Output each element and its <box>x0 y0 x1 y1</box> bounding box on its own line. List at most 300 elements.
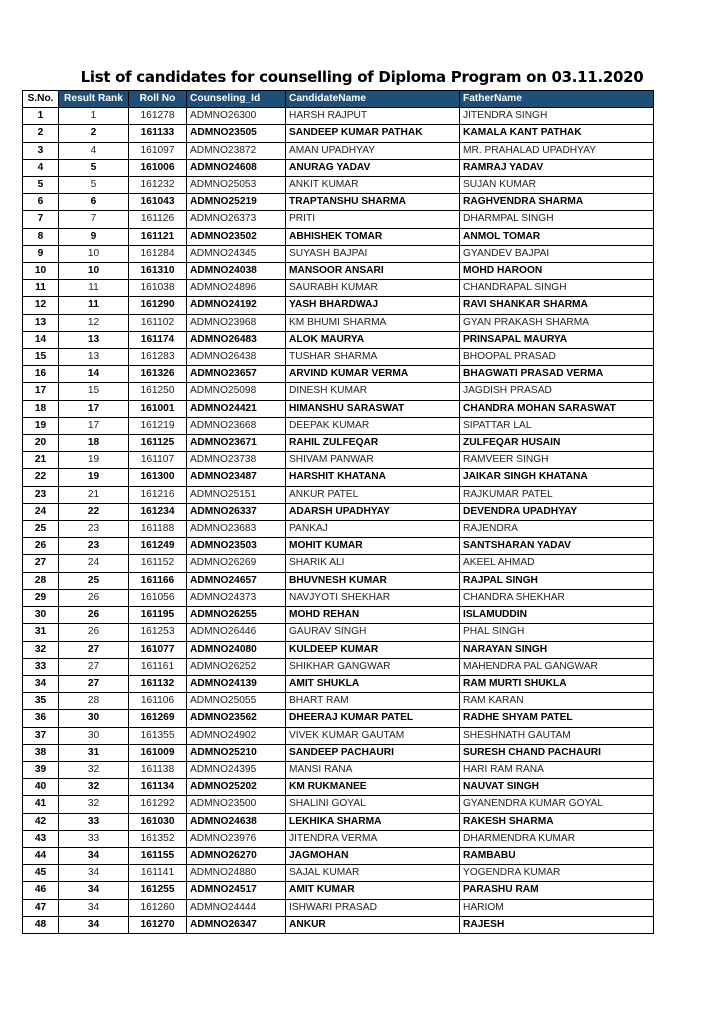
table-row <box>23 177 654 194</box>
cell-father-name: RAM KARAN <box>460 693 654 710</box>
table-row <box>23 417 654 434</box>
cell-sno: 48 <box>23 916 59 933</box>
cell-father-name: RAJESH <box>460 916 654 933</box>
table-row <box>23 331 654 348</box>
cell-candidate-name: PANKAJ <box>286 521 460 538</box>
cell-candidate-name: ABHISHEK TOMAR <box>286 228 460 245</box>
cell-result-rank: 17 <box>59 417 129 434</box>
candidates-table <box>22 90 654 934</box>
cell-roll-no: 161253 <box>129 624 187 641</box>
table-row <box>23 744 654 761</box>
cell-roll-no: 161138 <box>129 761 187 778</box>
cell-sno: 7 <box>23 211 59 228</box>
cell-roll-no: 161155 <box>129 847 187 864</box>
header-row <box>23 91 654 108</box>
cell-result-rank: 34 <box>59 899 129 916</box>
cell-result-rank: 26 <box>59 607 129 624</box>
cell-counseling-id: ADMNO25219 <box>187 194 286 211</box>
cell-counseling-id: ADMNO23976 <box>187 830 286 847</box>
cell-counseling-id: ADMNO26446 <box>187 624 286 641</box>
cell-candidate-name: SAURABH KUMAR <box>286 280 460 297</box>
cell-roll-no: 161250 <box>129 383 187 400</box>
cell-father-name: SANTSHARAN YADAV <box>460 538 654 555</box>
cell-candidate-name: SAJAL KUMAR <box>286 865 460 882</box>
table-row <box>23 503 654 520</box>
cell-candidate-name: GAURAV SINGH <box>286 624 460 641</box>
cell-sno: 40 <box>23 779 59 796</box>
cell-result-rank: 13 <box>59 331 129 348</box>
cell-father-name: CHANDRAPAL SINGH <box>460 280 654 297</box>
cell-counseling-id: ADMNO25098 <box>187 383 286 400</box>
cell-candidate-name: ANKUR PATEL <box>286 486 460 503</box>
cell-roll-no: 161001 <box>129 400 187 417</box>
cell-counseling-id: ADMNO24608 <box>187 159 286 176</box>
cell-roll-no: 161132 <box>129 675 187 692</box>
table-row <box>23 469 654 486</box>
cell-candidate-name: MANSI RANA <box>286 761 460 778</box>
cell-roll-no: 161056 <box>129 589 187 606</box>
cell-sno: 20 <box>23 435 59 452</box>
cell-father-name: RAJENDRA <box>460 521 654 538</box>
cell-roll-no: 161166 <box>129 572 187 589</box>
table-row <box>23 125 654 142</box>
cell-father-name: DEVENDRA UPADHYAY <box>460 503 654 520</box>
cell-sno: 43 <box>23 830 59 847</box>
cell-sno: 31 <box>23 624 59 641</box>
cell-candidate-name: JITENDRA VERMA <box>286 830 460 847</box>
cell-roll-no: 161125 <box>129 435 187 452</box>
cell-result-rank: 10 <box>59 263 129 280</box>
cell-result-rank: 34 <box>59 865 129 882</box>
table-row <box>23 211 654 228</box>
cell-counseling-id: ADMNO24373 <box>187 589 286 606</box>
table-row <box>23 796 654 813</box>
cell-counseling-id: ADMNO26300 <box>187 108 286 125</box>
cell-father-name: GYANENDRA KUMAR GOYAL <box>460 796 654 813</box>
table-row <box>23 658 654 675</box>
cell-result-rank: 22 <box>59 503 129 520</box>
cell-counseling-id: ADMNO24139 <box>187 675 286 692</box>
cell-result-rank: 33 <box>59 830 129 847</box>
cell-candidate-name: AMAN UPADHYAY <box>286 142 460 159</box>
header-roll-no: Roll No <box>129 91 187 108</box>
table-row <box>23 538 654 555</box>
cell-result-rank: 27 <box>59 658 129 675</box>
cell-roll-no: 161269 <box>129 710 187 727</box>
cell-candidate-name: SANDEEP PACHAURI <box>286 744 460 761</box>
cell-counseling-id: ADMNO26252 <box>187 658 286 675</box>
cell-counseling-id: ADMNO23487 <box>187 469 286 486</box>
cell-counseling-id: ADMNO23500 <box>187 796 286 813</box>
cell-counseling-id: ADMNO23872 <box>187 142 286 159</box>
cell-counseling-id: ADMNO24638 <box>187 813 286 830</box>
cell-candidate-name: AMIT SHUKLA <box>286 675 460 692</box>
cell-sno: 4 <box>23 159 59 176</box>
cell-sno: 1 <box>23 108 59 125</box>
cell-father-name: NARAYAN SINGH <box>460 641 654 658</box>
cell-candidate-name: MOHD REHAN <box>286 607 460 624</box>
header-sno: S.No. <box>23 91 59 108</box>
cell-sno: 25 <box>23 521 59 538</box>
cell-sno: 19 <box>23 417 59 434</box>
cell-roll-no: 161232 <box>129 177 187 194</box>
cell-father-name: GYAN PRAKASH SHARMA <box>460 314 654 331</box>
table-row <box>23 865 654 882</box>
cell-roll-no: 161355 <box>129 727 187 744</box>
cell-roll-no: 161284 <box>129 245 187 262</box>
table-body <box>23 108 654 934</box>
cell-father-name: RAGHVENDRA SHARMA <box>460 194 654 211</box>
cell-father-name: RAMRAJ YADAV <box>460 159 654 176</box>
cell-candidate-name: ANURAG YADAV <box>286 159 460 176</box>
cell-counseling-id: ADMNO23968 <box>187 314 286 331</box>
cell-counseling-id: ADMNO23505 <box>187 125 286 142</box>
cell-candidate-name: SHARIK ALI <box>286 555 460 572</box>
cell-candidate-name: VIVEK KUMAR GAUTAM <box>286 727 460 744</box>
cell-candidate-name: LEKHIKA SHARMA <box>286 813 460 830</box>
table-row <box>23 813 654 830</box>
cell-sno: 32 <box>23 641 59 658</box>
table-row <box>23 641 654 658</box>
cell-counseling-id: ADMNO25053 <box>187 177 286 194</box>
cell-roll-no: 161009 <box>129 744 187 761</box>
cell-roll-no: 161216 <box>129 486 187 503</box>
table-row <box>23 245 654 262</box>
cell-roll-no: 161106 <box>129 693 187 710</box>
cell-father-name: SURESH CHAND PACHAURI <box>460 744 654 761</box>
table-row <box>23 142 654 159</box>
cell-roll-no: 161152 <box>129 555 187 572</box>
cell-father-name: RAVI SHANKAR SHARMA <box>460 297 654 314</box>
cell-sno: 16 <box>23 366 59 383</box>
cell-counseling-id: ADMNO24345 <box>187 245 286 262</box>
cell-candidate-name: TUSHAR SHARMA <box>286 349 460 366</box>
cell-counseling-id: ADMNO25202 <box>187 779 286 796</box>
cell-result-rank: 30 <box>59 710 129 727</box>
cell-counseling-id: ADMNO24896 <box>187 280 286 297</box>
cell-father-name: PARASHU RAM <box>460 882 654 899</box>
cell-result-rank: 10 <box>59 245 129 262</box>
cell-result-rank: 33 <box>59 813 129 830</box>
cell-roll-no: 161121 <box>129 228 187 245</box>
cell-counseling-id: ADMNO26438 <box>187 349 286 366</box>
cell-result-rank: 19 <box>59 469 129 486</box>
table-row <box>23 675 654 692</box>
cell-candidate-name: SHALINI GOYAL <box>286 796 460 813</box>
cell-father-name: JAGDISH PRASAD <box>460 383 654 400</box>
cell-counseling-id: ADMNO26269 <box>187 555 286 572</box>
table-row <box>23 366 654 383</box>
table-row <box>23 916 654 933</box>
cell-counseling-id: ADMNO26270 <box>187 847 286 864</box>
cell-result-rank: 4 <box>59 142 129 159</box>
cell-sno: 22 <box>23 469 59 486</box>
cell-result-rank: 9 <box>59 228 129 245</box>
cell-candidate-name: ANKUR <box>286 916 460 933</box>
cell-father-name: RADHE SHYAM PATEL <box>460 710 654 727</box>
cell-result-rank: 25 <box>59 572 129 589</box>
cell-candidate-name: BHUVNESH KUMAR <box>286 572 460 589</box>
table-row <box>23 882 654 899</box>
cell-candidate-name: SHIVAM PANWAR <box>286 452 460 469</box>
table-row <box>23 521 654 538</box>
table-row <box>23 830 654 847</box>
cell-candidate-name: HIMANSHU SARASWAT <box>286 400 460 417</box>
cell-father-name: CHANDRA MOHAN SARASWAT <box>460 400 654 417</box>
cell-roll-no: 161030 <box>129 813 187 830</box>
table-header <box>23 91 654 108</box>
cell-roll-no: 161133 <box>129 125 187 142</box>
cell-candidate-name: MANSOOR ANSARI <box>286 263 460 280</box>
cell-candidate-name: ANKIT KUMAR <box>286 177 460 194</box>
cell-result-rank: 6 <box>59 194 129 211</box>
cell-sno: 45 <box>23 865 59 882</box>
cell-sno: 37 <box>23 727 59 744</box>
cell-counseling-id: ADMNO24192 <box>187 297 286 314</box>
cell-sno: 18 <box>23 400 59 417</box>
cell-counseling-id: ADMNO26483 <box>187 331 286 348</box>
cell-father-name: KAMALA KANT PATHAK <box>460 125 654 142</box>
cell-father-name: SUJAN KUMAR <box>460 177 654 194</box>
cell-roll-no: 161077 <box>129 641 187 658</box>
cell-father-name: RAM MURTI SHUKLA <box>460 675 654 692</box>
cell-result-rank: 34 <box>59 882 129 899</box>
cell-counseling-id: ADMNO24444 <box>187 899 286 916</box>
cell-candidate-name: NAVJYOTI SHEKHAR <box>286 589 460 606</box>
header-candidate-name: CandidateName <box>286 91 460 108</box>
cell-roll-no: 161326 <box>129 366 187 383</box>
cell-result-rank: 13 <box>59 349 129 366</box>
cell-sno: 44 <box>23 847 59 864</box>
cell-father-name: RAJPAL SINGH <box>460 572 654 589</box>
cell-father-name: HARI RAM RANA <box>460 761 654 778</box>
cell-counseling-id: ADMNO24517 <box>187 882 286 899</box>
table-row <box>23 589 654 606</box>
cell-result-rank: 15 <box>59 383 129 400</box>
table-row <box>23 899 654 916</box>
cell-candidate-name: HARSH RAJPUT <box>286 108 460 125</box>
cell-candidate-name: SUYASH BAJPAI <box>286 245 460 262</box>
cell-result-rank: 32 <box>59 761 129 778</box>
cell-father-name: MOHD HAROON <box>460 263 654 280</box>
cell-candidate-name: ARVIND KUMAR VERMA <box>286 366 460 383</box>
cell-result-rank: 5 <box>59 177 129 194</box>
cell-sno: 42 <box>23 813 59 830</box>
table-row <box>23 452 654 469</box>
cell-roll-no: 161141 <box>129 865 187 882</box>
cell-roll-no: 161219 <box>129 417 187 434</box>
cell-roll-no: 161188 <box>129 521 187 538</box>
cell-result-rank: 30 <box>59 727 129 744</box>
cell-counseling-id: ADMNO24421 <box>187 400 286 417</box>
cell-result-rank: 32 <box>59 779 129 796</box>
cell-result-rank: 19 <box>59 452 129 469</box>
cell-roll-no: 161161 <box>129 658 187 675</box>
cell-sno: 26 <box>23 538 59 555</box>
cell-candidate-name: MOHIT KUMAR <box>286 538 460 555</box>
cell-sno: 10 <box>23 263 59 280</box>
cell-sno: 9 <box>23 245 59 262</box>
cell-counseling-id: ADMNO23738 <box>187 452 286 469</box>
cell-result-rank: 18 <box>59 435 129 452</box>
cell-result-rank: 5 <box>59 159 129 176</box>
cell-result-rank: 26 <box>59 624 129 641</box>
cell-sno: 8 <box>23 228 59 245</box>
table-row <box>23 761 654 778</box>
cell-result-rank: 11 <box>59 280 129 297</box>
cell-result-rank: 26 <box>59 589 129 606</box>
cell-counseling-id: ADMNO23671 <box>187 435 286 452</box>
cell-result-rank: 34 <box>59 916 129 933</box>
cell-father-name: CHANDRA SHEKHAR <box>460 589 654 606</box>
cell-result-rank: 2 <box>59 125 129 142</box>
cell-roll-no: 161292 <box>129 796 187 813</box>
cell-father-name: PRINSAPAL MAURYA <box>460 331 654 348</box>
cell-counseling-id: ADMNO23668 <box>187 417 286 434</box>
cell-counseling-id: ADMNO26337 <box>187 503 286 520</box>
cell-candidate-name: PRITI <box>286 211 460 228</box>
cell-sno: 47 <box>23 899 59 916</box>
cell-father-name: DHARMPAL SINGH <box>460 211 654 228</box>
cell-roll-no: 161270 <box>129 916 187 933</box>
cell-roll-no: 161290 <box>129 297 187 314</box>
cell-result-rank: 17 <box>59 400 129 417</box>
cell-sno: 28 <box>23 572 59 589</box>
cell-roll-no: 161283 <box>129 349 187 366</box>
cell-sno: 33 <box>23 658 59 675</box>
table-row <box>23 280 654 297</box>
page-title: List of candidates for counselling of Diploma Program on 03.11.2020 <box>80 68 644 86</box>
cell-father-name: NAUVAT SINGH <box>460 779 654 796</box>
table-row <box>23 159 654 176</box>
cell-candidate-name: AMIT KUMAR <box>286 882 460 899</box>
cell-father-name: HARIOM <box>460 899 654 916</box>
cell-sno: 24 <box>23 503 59 520</box>
cell-result-rank: 12 <box>59 314 129 331</box>
cell-sno: 34 <box>23 675 59 692</box>
cell-candidate-name: YASH BHARDWAJ <box>286 297 460 314</box>
cell-result-rank: 21 <box>59 486 129 503</box>
cell-result-rank: 27 <box>59 675 129 692</box>
cell-sno: 36 <box>23 710 59 727</box>
cell-counseling-id: ADMNO24395 <box>187 761 286 778</box>
cell-candidate-name: KM RUKMANEE <box>286 779 460 796</box>
cell-sno: 35 <box>23 693 59 710</box>
cell-candidate-name: ISHWARI PRASAD <box>286 899 460 916</box>
cell-roll-no: 161006 <box>129 159 187 176</box>
table-row <box>23 607 654 624</box>
cell-roll-no: 161260 <box>129 899 187 916</box>
header-result-rank: Result Rank <box>59 91 129 108</box>
cell-candidate-name: JAGMOHAN <box>286 847 460 864</box>
cell-sno: 2 <box>23 125 59 142</box>
header-counseling-id: Counseling_Id <box>187 91 286 108</box>
table-row <box>23 779 654 796</box>
cell-result-rank: 31 <box>59 744 129 761</box>
cell-result-rank: 28 <box>59 693 129 710</box>
cell-counseling-id: ADMNO26255 <box>187 607 286 624</box>
table-row <box>23 108 654 125</box>
cell-counseling-id: ADMNO25055 <box>187 693 286 710</box>
cell-sno: 30 <box>23 607 59 624</box>
cell-father-name: MR. PRAHALAD UPADHYAY <box>460 142 654 159</box>
cell-result-rank: 27 <box>59 641 129 658</box>
cell-father-name: RAMBABU <box>460 847 654 864</box>
cell-father-name: ANMOL TOMAR <box>460 228 654 245</box>
cell-father-name: BHOOPAL PRASAD <box>460 349 654 366</box>
table-row <box>23 228 654 245</box>
cell-roll-no: 161174 <box>129 331 187 348</box>
cell-result-rank: 24 <box>59 555 129 572</box>
cell-counseling-id: ADMNO23562 <box>187 710 286 727</box>
cell-father-name: GYANDEV BAJPAI <box>460 245 654 262</box>
cell-result-rank: 23 <box>59 538 129 555</box>
cell-roll-no: 161107 <box>129 452 187 469</box>
cell-roll-no: 161097 <box>129 142 187 159</box>
cell-sno: 23 <box>23 486 59 503</box>
cell-counseling-id: ADMNO26347 <box>187 916 286 933</box>
cell-father-name: RAKESH SHARMA <box>460 813 654 830</box>
cell-father-name: AKEEL AHMAD <box>460 555 654 572</box>
cell-sno: 13 <box>23 314 59 331</box>
cell-candidate-name: SANDEEP KUMAR PATHAK <box>286 125 460 142</box>
table-row <box>23 383 654 400</box>
cell-candidate-name: KM BHUMI SHARMA <box>286 314 460 331</box>
cell-result-rank: 23 <box>59 521 129 538</box>
cell-counseling-id: ADMNO24657 <box>187 572 286 589</box>
table-row <box>23 263 654 280</box>
cell-sno: 27 <box>23 555 59 572</box>
table-row <box>23 400 654 417</box>
cell-result-rank: 11 <box>59 297 129 314</box>
cell-roll-no: 161134 <box>129 779 187 796</box>
table-row <box>23 847 654 864</box>
cell-result-rank: 14 <box>59 366 129 383</box>
cell-father-name: ISLAMUDDIN <box>460 607 654 624</box>
cell-counseling-id: ADMNO23503 <box>187 538 286 555</box>
cell-father-name: JAIKAR SINGH KHATANA <box>460 469 654 486</box>
cell-counseling-id: ADMNO26373 <box>187 211 286 228</box>
cell-counseling-id: ADMNO23683 <box>187 521 286 538</box>
cell-sno: 5 <box>23 177 59 194</box>
cell-counseling-id: ADMNO24880 <box>187 865 286 882</box>
cell-roll-no: 161195 <box>129 607 187 624</box>
cell-sno: 29 <box>23 589 59 606</box>
cell-sno: 21 <box>23 452 59 469</box>
cell-sno: 41 <box>23 796 59 813</box>
cell-sno: 15 <box>23 349 59 366</box>
cell-sno: 39 <box>23 761 59 778</box>
cell-sno: 6 <box>23 194 59 211</box>
cell-roll-no: 161255 <box>129 882 187 899</box>
table-row <box>23 486 654 503</box>
cell-father-name: ZULFEQAR HUSAIN <box>460 435 654 452</box>
cell-sno: 46 <box>23 882 59 899</box>
cell-candidate-name: DHEERAJ KUMAR PATEL <box>286 710 460 727</box>
cell-father-name: DHARMENDRA KUMAR <box>460 830 654 847</box>
cell-candidate-name: RAHIL ZULFEQAR <box>286 435 460 452</box>
cell-candidate-name: DINESH KUMAR <box>286 383 460 400</box>
cell-father-name: YOGENDRA KUMAR <box>460 865 654 882</box>
cell-father-name: RAMVEER SINGH <box>460 452 654 469</box>
cell-roll-no: 161310 <box>129 263 187 280</box>
table-row <box>23 349 654 366</box>
cell-result-rank: 7 <box>59 211 129 228</box>
table-row <box>23 435 654 452</box>
cell-result-rank: 34 <box>59 847 129 864</box>
cell-result-rank: 1 <box>59 108 129 125</box>
table-row <box>23 572 654 589</box>
